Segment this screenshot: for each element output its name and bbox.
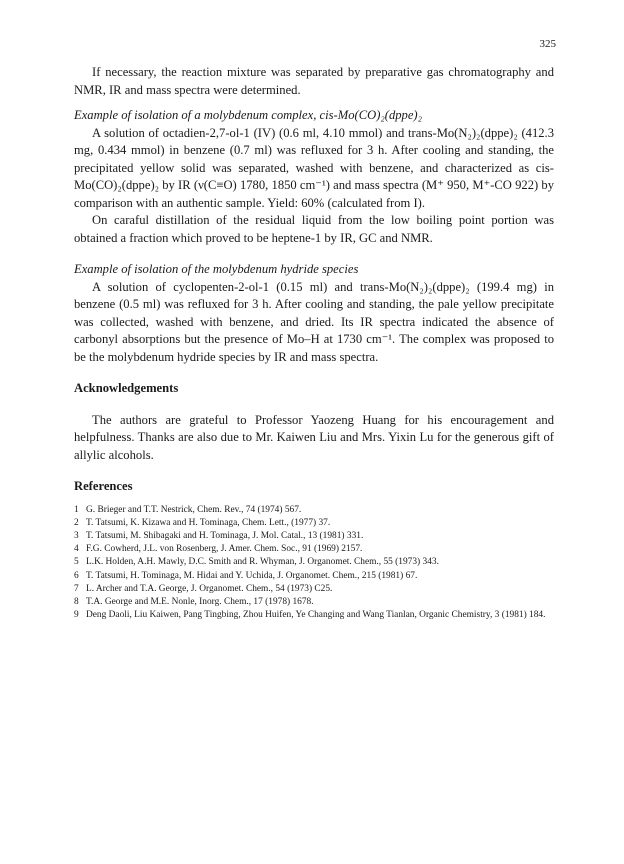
reference-item: [74, 504, 554, 517]
section2-paragraph-1: A solution of cyclopenten-2-ol-1 (0.15 ml) and trans-Mo(N₂)₂(dppe)₂ (199.4 mg) in benzene (0.5 ml) was refluxed for 3 h. After cooling and standing, the pale yellow precipitate was collected, washed with benzene, and dried. Its IR spectra indicated the absence of carbonyl absorptions but the presence of Mo–H at 1730 cm⁻¹. The complex was proposed to be the molybdenum hydride species by IR and mass spectra.: [74, 279, 554, 364]
section-heading-molybdenum-hydride: Example of isolation of the molybdenum hydride species: [74, 262, 359, 276]
acknowledgements-heading: Acknowledgements: [74, 381, 179, 395]
reference-item: [74, 543, 554, 556]
page-number: 325: [539, 38, 556, 50]
reference-list: [74, 504, 554, 623]
reference-item: [74, 530, 554, 543]
reference-item: [74, 609, 554, 622]
reference-number: 4: [74, 544, 79, 555]
reference-number: 7: [74, 583, 79, 594]
reference-item: [74, 583, 554, 596]
reference-text: G. Brieger and T.T. Nestrick, Chem. Rev., 74 (1974) 567.: [86, 504, 302, 515]
reference-text: Deng Daoli, Liu Kaiwen, Pang Tingbing, Zhou Huifen, Ye Changing and Wang Tianlan, Organic Chemistry, 3 (1981) 184.: [86, 610, 546, 621]
reference-text: F.G. Cowherd, J.L. von Rosenberg, J. Amer. Chem. Soc., 91 (1969) 2157.: [86, 544, 363, 555]
reference-number: 1: [74, 504, 79, 515]
reference-number: 8: [74, 596, 79, 607]
intro-paragraph: If necessary, the reaction mixture was separated by preparative gas chromatography and NMR, IR and mass spectra were determined.: [74, 65, 554, 97]
references-heading: References: [74, 479, 133, 493]
reference-number: 9: [74, 610, 79, 621]
reference-item: [74, 596, 554, 609]
reference-text: T.A. George and M.E. Nonle, Inorg. Chem., 17 (1978) 1678.: [86, 596, 314, 607]
reference-number: 2: [74, 517, 79, 528]
section1-paragraph-1: A solution of octadien-2,7-ol-1 (IV) (0.6 ml, 4.10 mmol) and trans-Mo(N₂)₂(dppe)₂ (412.3 mg, 0.434 mmol) in benzene (0.7 ml) was refluxed for 3 h. After cooling and standing, the precipitated yellow solid was separated, washed with benzene, and characterized as cis-Mo(CO)₂(dppe)₂ by IR (ν(C≡O) 1780, 1850 cm⁻¹) and mass spectra (M⁺ 950, M⁺-CO 922) by comparison with an authentic sample. Yield: 60% (calculated from I).: [74, 125, 554, 210]
section-heading-molybdenum-complex: Example of isolation of a molybdenum complex, cis-Mo(CO)₂(dppe)₂: [74, 108, 423, 122]
reference-text: L.K. Holden, A.H. Mawly, D.C. Smith and R. Whyman, J. Organomet. Chem., 55 (1973) 343.: [86, 557, 439, 568]
reference-text: T. Tatsumi, K. Kizawa and H. Tominaga, Chem. Lett., (1977) 37.: [86, 517, 331, 528]
reference-item: [74, 517, 554, 530]
paper-body: [74, 64, 554, 622]
reference-number: 3: [74, 530, 79, 541]
reference-text: L. Archer and T.A. George, J. Organomet. Chem., 54 (1973) C25.: [86, 583, 333, 594]
reference-item: [74, 556, 554, 569]
reference-text: T. Tatsumi, M. Shibagaki and H. Tominaga, J. Mol. Catal., 13 (1981) 331.: [86, 530, 364, 541]
reference-number: 5: [74, 557, 79, 568]
acknowledgements-text: The authors are grateful to Professor Yaozeng Huang for his encouragement and helpfulness. Thanks are also due to Mr. Kaiwen Liu and Mrs. Yixin Lu for the generous gift of allylic alcohols.: [74, 412, 554, 462]
reference-number: 6: [74, 570, 79, 581]
section1-paragraph-2: On caraful distillation of the residual liquid from the low boiling point portion was obtained a fraction which proved to be heptene-1 by IR, GC and NMR.: [74, 213, 554, 245]
reference-item: [74, 570, 554, 583]
reference-text: T. Tatsumi, H. Tominaga, M. Hidai and Y. Uchida, J. Organomet. Chem., 215 (1981) 67.: [86, 570, 418, 581]
